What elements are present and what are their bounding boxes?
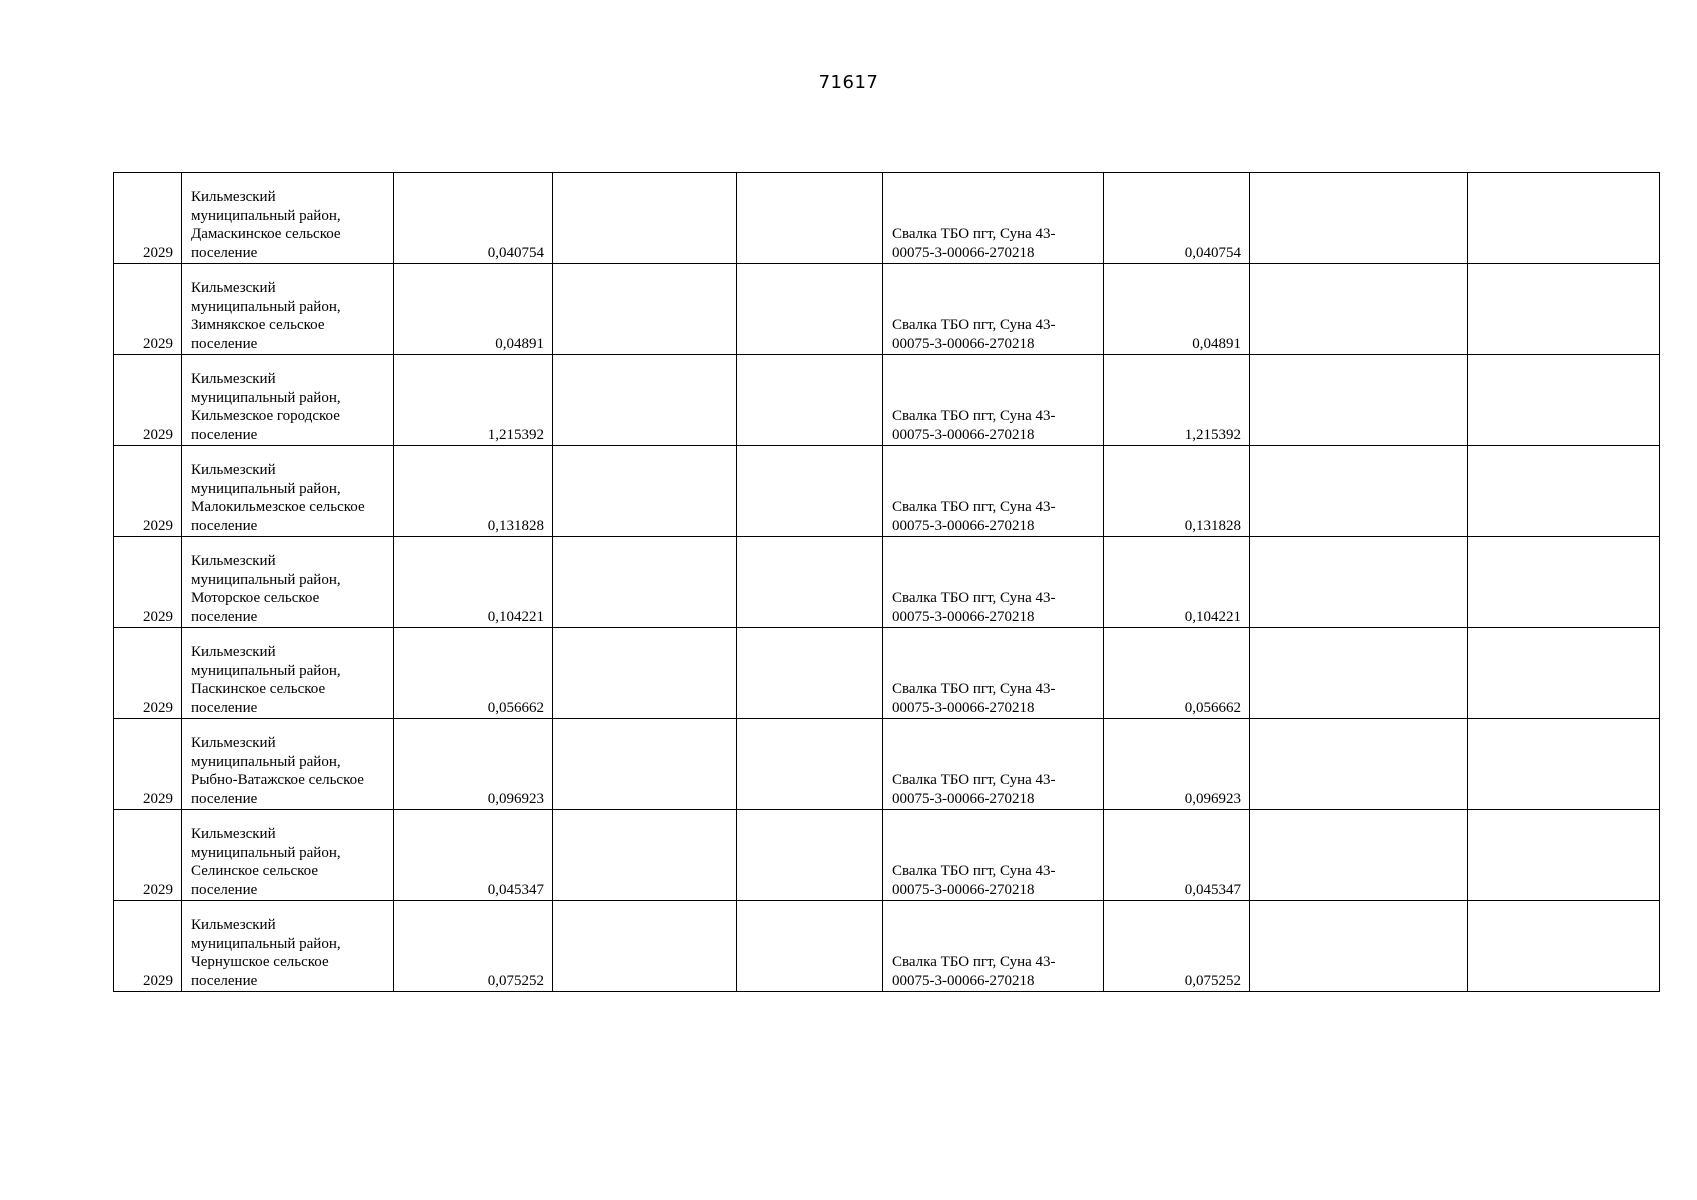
year-cell: 2029 bbox=[114, 810, 182, 901]
empty-cell bbox=[1250, 355, 1468, 446]
empty-cell bbox=[1468, 537, 1660, 628]
municipality-line: поселение bbox=[191, 335, 258, 352]
facility-cell bbox=[883, 537, 1104, 628]
facility-line: 00075-3-00066-270218 bbox=[892, 517, 1035, 534]
municipality-line: поселение bbox=[191, 608, 258, 625]
municipality-line: поселение bbox=[191, 699, 258, 716]
empty-cell bbox=[1468, 264, 1660, 355]
value-cell: 0,045347 bbox=[394, 810, 553, 901]
municipality-line: поселение bbox=[191, 881, 258, 898]
facility-line: 00075-3-00066-270218 bbox=[892, 881, 1035, 898]
value-cell: 0,131828 bbox=[394, 446, 553, 537]
table-row bbox=[114, 810, 1660, 901]
value-cell: 0,04891 bbox=[394, 264, 553, 355]
value-cell: 0,131828 bbox=[1104, 446, 1250, 537]
table-row bbox=[114, 446, 1660, 537]
value-cell: 0,096923 bbox=[1104, 719, 1250, 810]
municipality-line: муниципальный район, bbox=[191, 753, 341, 770]
value-cell: 0,104221 bbox=[394, 537, 553, 628]
facility-cell bbox=[883, 628, 1104, 719]
empty-cell bbox=[1468, 355, 1660, 446]
facility-cell bbox=[883, 264, 1104, 355]
empty-cell bbox=[1468, 719, 1660, 810]
municipality-cell bbox=[182, 901, 394, 992]
municipality-cell bbox=[182, 537, 394, 628]
municipality-line: Чернушское сельское bbox=[191, 954, 329, 970]
empty-cell bbox=[1250, 446, 1468, 537]
empty-cell bbox=[1250, 537, 1468, 628]
municipality-line: Кильмезский bbox=[191, 189, 276, 205]
empty-cell bbox=[1250, 264, 1468, 355]
municipality-line: Дамаскинское сельское bbox=[191, 226, 341, 242]
municipality-line: муниципальный район, bbox=[191, 935, 341, 952]
table-row bbox=[114, 355, 1660, 446]
facility-line: Свалка ТБО пгт, Суна 43- bbox=[892, 590, 1056, 606]
year-cell: 2029 bbox=[114, 355, 182, 446]
facility-line: 00075-3-00066-270218 bbox=[892, 699, 1035, 716]
facility-line: Свалка ТБО пгт, Суна 43- bbox=[892, 772, 1056, 788]
value-cell: 0,045347 bbox=[1104, 810, 1250, 901]
empty-cell bbox=[553, 810, 737, 901]
facility-line: Свалка ТБО пгт, Суна 43- bbox=[892, 226, 1056, 242]
year-cell: 2029 bbox=[114, 719, 182, 810]
facility-line: 00075-3-00066-270218 bbox=[892, 244, 1035, 261]
municipality-line: Кильмезский bbox=[191, 826, 276, 842]
municipality-line: муниципальный район, bbox=[191, 298, 341, 315]
table-row bbox=[114, 173, 1660, 264]
table-row bbox=[114, 901, 1660, 992]
municipality-line: муниципальный район, bbox=[191, 571, 341, 588]
municipality-cell bbox=[182, 719, 394, 810]
year-cell: 2029 bbox=[114, 446, 182, 537]
value-cell: 0,075252 bbox=[394, 901, 553, 992]
empty-cell bbox=[1250, 173, 1468, 264]
empty-cell bbox=[737, 264, 883, 355]
year-cell: 2029 bbox=[114, 628, 182, 719]
facility-line: 00075-3-00066-270218 bbox=[892, 608, 1035, 625]
municipality-line: муниципальный район, bbox=[191, 389, 341, 406]
value-cell: 0,056662 bbox=[394, 628, 553, 719]
municipality-line: Кильмезский bbox=[191, 553, 276, 569]
municipality-line: поселение bbox=[191, 426, 258, 443]
empty-cell bbox=[553, 264, 737, 355]
empty-cell bbox=[553, 537, 737, 628]
municipality-line: муниципальный район, bbox=[191, 662, 341, 679]
year-cell: 2029 bbox=[114, 901, 182, 992]
municipality-line: Рыбно-Ватажское сельское bbox=[191, 772, 364, 788]
value-cell: 0,040754 bbox=[394, 173, 553, 264]
municipality-line: муниципальный район, bbox=[191, 844, 341, 861]
municipality-line: поселение bbox=[191, 972, 258, 989]
empty-cell bbox=[553, 901, 737, 992]
municipality-line: Кильмезский bbox=[191, 462, 276, 478]
empty-cell bbox=[737, 628, 883, 719]
empty-cell bbox=[553, 446, 737, 537]
empty-cell bbox=[553, 719, 737, 810]
empty-cell bbox=[1250, 810, 1468, 901]
facility-line: 00075-3-00066-270218 bbox=[892, 426, 1035, 443]
value-cell: 0,104221 bbox=[1104, 537, 1250, 628]
empty-cell bbox=[737, 446, 883, 537]
empty-cell bbox=[553, 173, 737, 264]
municipality-cell bbox=[182, 810, 394, 901]
year-cell: 2029 bbox=[114, 264, 182, 355]
empty-cell bbox=[737, 173, 883, 264]
facility-line: 00075-3-00066-270218 bbox=[892, 972, 1035, 989]
municipality-line: Кильмезский bbox=[191, 735, 276, 751]
municipality-line: Кильмезский bbox=[191, 371, 276, 387]
municipality-line: Кильмезский bbox=[191, 917, 276, 933]
empty-cell bbox=[1468, 173, 1660, 264]
empty-cell bbox=[737, 355, 883, 446]
empty-cell bbox=[737, 901, 883, 992]
empty-cell bbox=[1468, 901, 1660, 992]
value-cell: 0,075252 bbox=[1104, 901, 1250, 992]
table-body bbox=[114, 173, 1660, 992]
facility-cell bbox=[883, 173, 1104, 264]
empty-cell bbox=[1250, 901, 1468, 992]
value-cell: 0,040754 bbox=[1104, 173, 1250, 264]
municipality-cell bbox=[182, 173, 394, 264]
municipality-line: Паскинское сельское bbox=[191, 681, 326, 697]
facility-cell bbox=[883, 446, 1104, 537]
municipality-line: Кильмезский bbox=[191, 280, 276, 296]
table-row bbox=[114, 719, 1660, 810]
table-row bbox=[114, 264, 1660, 355]
municipality-line: Зимнякское сельское bbox=[191, 317, 325, 333]
data-table bbox=[113, 172, 1660, 992]
table-row bbox=[114, 628, 1660, 719]
municipality-line: муниципальный район, bbox=[191, 207, 341, 224]
municipality-line: Кильмезское городское bbox=[191, 408, 340, 424]
year-cell: 2029 bbox=[114, 173, 182, 264]
facility-line: 00075-3-00066-270218 bbox=[892, 790, 1035, 807]
facility-cell bbox=[883, 810, 1104, 901]
value-cell: 0,04891 bbox=[1104, 264, 1250, 355]
facility-cell bbox=[883, 355, 1104, 446]
facility-line: Свалка ТБО пгт, Суна 43- bbox=[892, 408, 1056, 424]
municipality-line: Моторское сельское bbox=[191, 590, 320, 606]
municipality-line: поселение bbox=[191, 517, 258, 534]
municipality-line: поселение bbox=[191, 790, 258, 807]
value-cell: 0,056662 bbox=[1104, 628, 1250, 719]
year-cell: 2029 bbox=[114, 537, 182, 628]
value-cell: 1,215392 bbox=[1104, 355, 1250, 446]
empty-cell bbox=[1468, 810, 1660, 901]
empty-cell bbox=[737, 810, 883, 901]
empty-cell bbox=[553, 628, 737, 719]
municipality-line: Малокильмезское сельское bbox=[191, 499, 365, 515]
empty-cell bbox=[1468, 628, 1660, 719]
municipality-cell bbox=[182, 628, 394, 719]
page-number: 71617 bbox=[818, 72, 879, 93]
facility-line: Свалка ТБО пгт, Суна 43- bbox=[892, 954, 1056, 970]
facility-cell bbox=[883, 901, 1104, 992]
municipality-line: поселение bbox=[191, 244, 258, 261]
empty-cell bbox=[1250, 719, 1468, 810]
municipality-cell bbox=[182, 264, 394, 355]
facility-line: Свалка ТБО пгт, Суна 43- bbox=[892, 863, 1056, 879]
value-cell: 0,096923 bbox=[394, 719, 553, 810]
empty-cell bbox=[553, 355, 737, 446]
value-cell: 1,215392 bbox=[394, 355, 553, 446]
facility-line: Свалка ТБО пгт, Суна 43- bbox=[892, 317, 1056, 333]
facility-line: Свалка ТБО пгт, Суна 43- bbox=[892, 681, 1056, 697]
facility-line: Свалка ТБО пгт, Суна 43- bbox=[892, 499, 1056, 515]
municipality-line: муниципальный район, bbox=[191, 480, 341, 497]
facility-cell bbox=[883, 719, 1104, 810]
empty-cell bbox=[737, 537, 883, 628]
empty-cell bbox=[1250, 628, 1468, 719]
municipality-cell bbox=[182, 446, 394, 537]
facility-line: 00075-3-00066-270218 bbox=[892, 335, 1035, 352]
municipality-line: Селинское сельское bbox=[191, 863, 319, 879]
empty-cell bbox=[737, 719, 883, 810]
table-row bbox=[114, 537, 1660, 628]
municipality-cell bbox=[182, 355, 394, 446]
municipality-line: Кильмезский bbox=[191, 644, 276, 660]
empty-cell bbox=[1468, 446, 1660, 537]
